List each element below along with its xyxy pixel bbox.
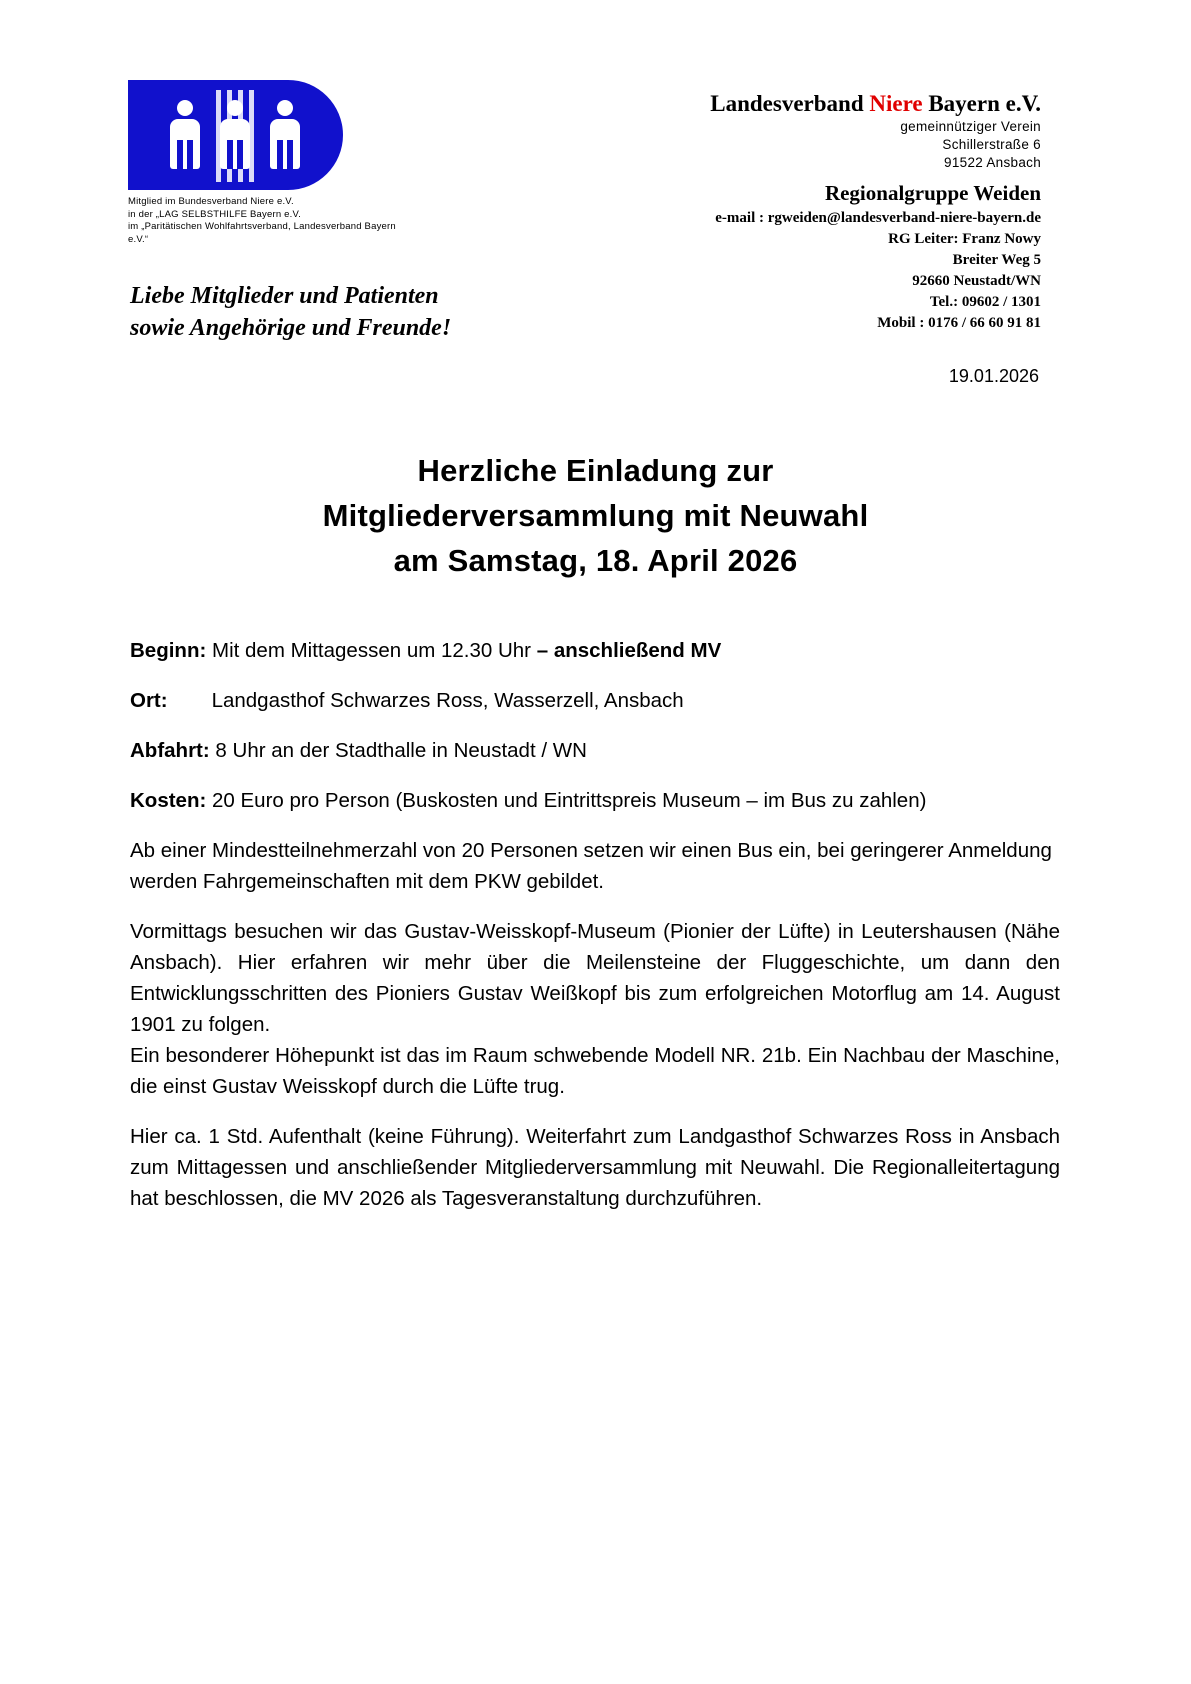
document-date: 19.01.2026 [948,366,1039,386]
org-name-pre: Landesverband [710,91,870,116]
person-figure-icon [220,100,250,172]
paragraph-highlight: Ein besonderer Höhepunkt ist das im Raum schwebende Modell NR. 21b. Ein Nachbau der Maschine, die einst Gustav Weisskopf durch die Lüfte trug. [130,1044,1060,1098]
ort-value: Landgasthof Schwarzes Ross, Wasserzell, Ansbach [211,689,684,712]
detail-ort [130,685,1060,716]
beginn-value: Mit dem Mittagessen um 12.30 Uhr [206,639,537,662]
detail-abfahrt [130,735,1060,766]
logo-caption-line-2: in der „LAG SELBSTHILFE Bayern e.V. [128,208,301,220]
person-figure-icon [170,100,200,172]
logo-caption-line-3: im „Paritätischen Wohlfahrtsverband, Landesverband Bayern e.V.“ [128,221,396,245]
regional-group-name: Regionalgruppe Weiden [824,181,1041,205]
ort-label: Ort: [130,689,168,712]
title-line-3: am Samstag, 18. April 2026 [393,543,798,578]
contact-email: e-mail : rgweiden@landesverband-niere-bayern.de [715,210,1041,226]
salutation [130,280,451,344]
abfahrt-label: Abfahrt: [130,739,210,762]
org-name-post: Bayern e.V. [922,91,1041,116]
kosten-label: Kosten: [130,789,207,812]
org-subline-2: Schillerstraße 6 [942,137,1041,152]
detail-beginn [130,635,1060,666]
org-subline-1: gemeinnütziger Verein [900,119,1041,134]
salutation-line-1: Liebe Mitglieder und Patienten [130,283,439,309]
bundesverband-niere-logo-icon [128,80,343,190]
organization-name [710,90,1041,118]
paragraph-museum: Vormittags besuchen wir das Gustav-Weisskopf-Museum (Pionier der Lüfte) in Leutershausen (Nähe Ansbach). Hier erfahren wir mehr über die Meilensteine der Fluggeschichte, um dann den Entwicklungsschritten des Pioniers Gustav Weißkopf bis zum erfolgreichen Motorflug am 14. August 1901 zu folgen. [130,920,1060,1036]
kosten-value: 20 Euro pro Person (Buskosten und Eintrittspreis Museum – im Bus zu zahlen) [206,789,927,812]
org-subline-3: 91522 Ansbach [944,155,1041,170]
person-figure-icon [270,100,300,172]
organization-address-block [710,90,1041,334]
contact-leader: RG Leiter: Franz Nowy [888,231,1041,247]
title-line-1: Herzliche Einladung zur [417,453,774,488]
page-title [0,448,1191,583]
org-name-accent: Niere [869,91,923,116]
logo-block [128,80,418,246]
abfahrt-value: 8 Uhr an der Stadthalle in Neustadt / WN [209,739,587,762]
title-line-2: Mitgliederversammlung mit Neuwahl [322,498,869,533]
contact-mobile: Mobil : 0176 / 66 60 91 81 [877,315,1041,331]
paragraph-bus: Ab einer Mindestteilnehmerzahl von 20 Personen setzen wir einen Bus ein, bei geringerer Anmeldung werden Fahrgemeinschaften mit dem PKW gebildet. [130,839,1052,893]
contact-phone: Tel.: 09602 / 1301 [929,294,1041,310]
contact-city: 92660 Neustadt/WN [912,273,1041,289]
paragraph-schedule: Hier ca. 1 Std. Aufenthalt (keine Führung). Weiterfahrt zum Landgasthof Schwarzes Ross in Ansbach zum Mittagessen und anschließender Mitgliederversammlung mit Neuwahl. Die Regionalleitertagung hat beschlossen, die MV 2026 als Tagesveranstaltung durchzuführen. [130,1125,1060,1210]
logo-caption-line-1: Mitglied im Bundesverband Niere e.V. [128,196,294,207]
contact-street: Breiter Weg 5 [952,252,1041,268]
beginn-label: Beginn: [130,639,207,662]
letter-body [130,635,1060,1233]
letterhead [0,0,1191,386]
detail-kosten [130,785,1060,816]
logo-caption [128,196,418,246]
beginn-bold-tail: – anschließend MV [536,639,722,662]
salutation-line-2: sowie Angehörige und Freunde! [130,315,452,341]
